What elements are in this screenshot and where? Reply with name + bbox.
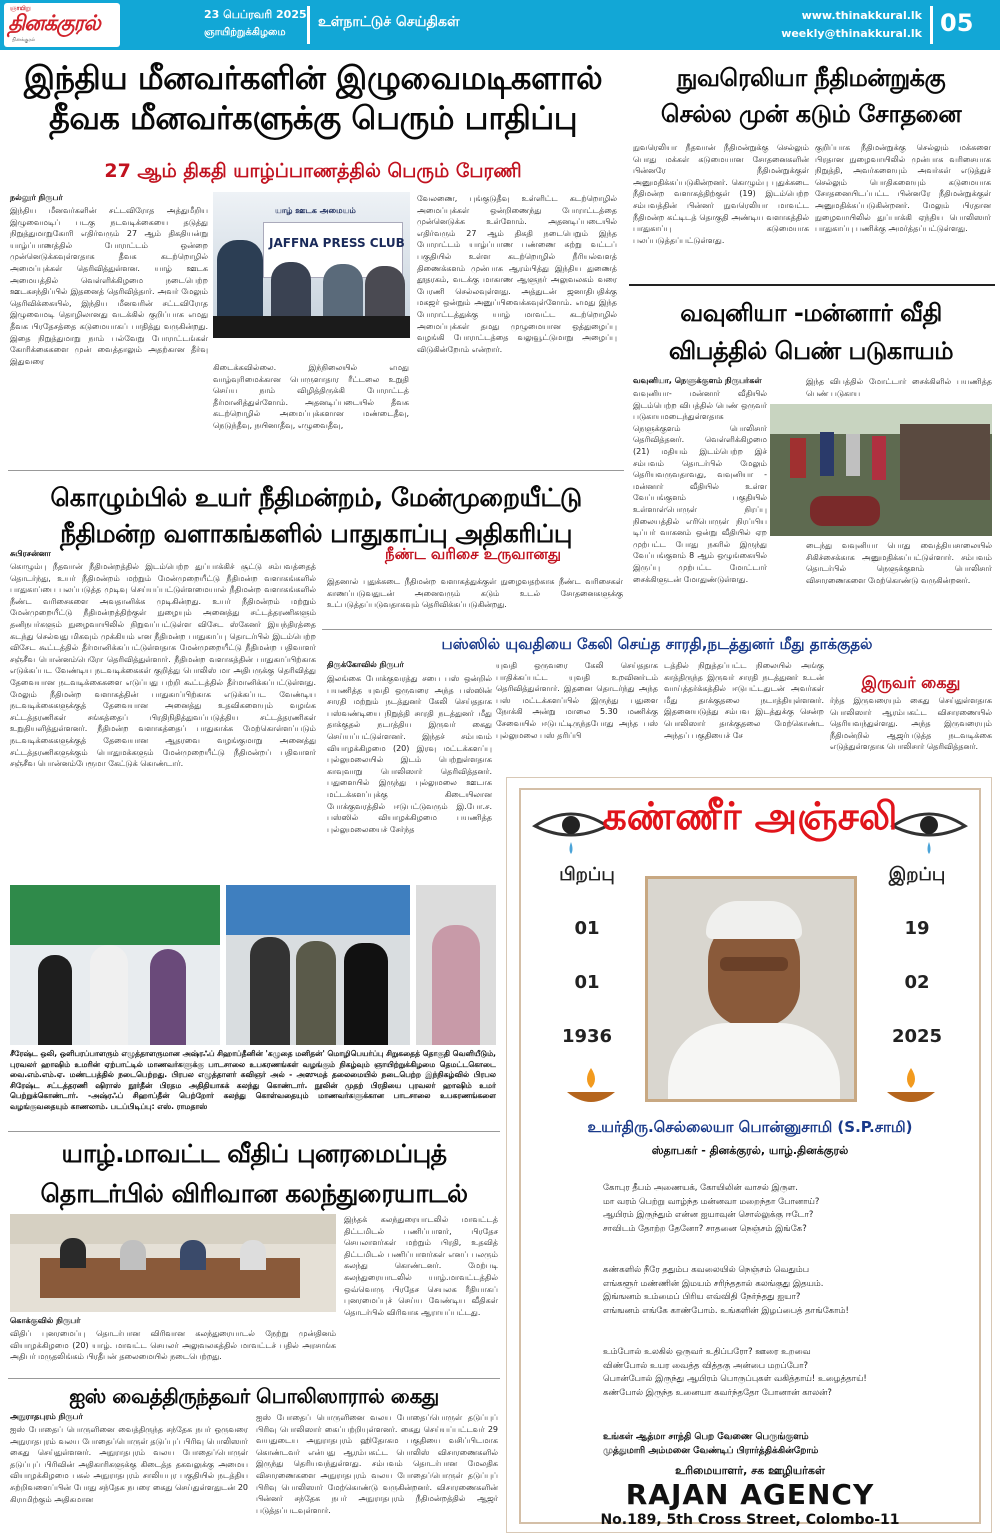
story2-col2: குறிப்பாக நீதிமன்றுக்கு செல்லும் மக்களை பிரதான நுழைவாயிலில் முன்பாக வரிசையாக நிறுத்தி, அவர்களையும் அவர்கள் எடுத்துச் செல்லும் பொதிகளையும் கடுமையாக சோதனையிடப்பட்ட பின்னரே நீதிமன்றுக்குள் அனுமதிக்கப்படுகின்றனர். மேலும் பிரதான நுழைவாயிலில் துப்பாக்கி ஏந்திய பொலிஸார் பாதுகாப்பு பணிக்கு அமர்த்தப்பட்டுள்ளது. [815, 143, 991, 234]
tribute-text [603, 1430, 963, 1458]
verse-3-line-2: விண்போல் உயர வைத்த வித்தகு அன்பை மறப்போ? [603, 1360, 809, 1371]
story1-col2: கிடைக்கவில்லை. இந்நிலையில் எமது வாழ்வுரிமைக்கான பொருளாதார ரீட்டலை உறுதி செய்ய நாம் விழித்திருக்கி போராட்டத் தீர்மானித்துள்ளோம். அதனடிப்படையில் தீவக கடற்றொழில் அமைப்புக்களான மண்டைதீவு, நெடுந்தீவு, நயினாதீவு, எழுவைதீவு, [213, 363, 409, 430]
verse-1-line-3: ஆயிரம் இருந்தும் என்ன ஐயாவுன் சொல்லுக்கு ஈடோ? [603, 1210, 814, 1220]
story5-col2: யுவதி ஒருவரை கேலி செய்ததாக பாதிக்கப்பட்ட யுவதி உறவினர்டம் தெரிவித்துள்ளார். இதனை தொடர்ந்து அந்த பஸ் மட்டக்களப்பில் இருந்து பதுளை நோக்கி அன்று மாலை 5.30 மணிக்கு சேவையில் ஈடுபட்டிருந்தபோது அந்த பஸ் புல்லுமலை பஸ் தரிப்பி [496, 661, 658, 740]
verse-2-line-4: எங்ஙனம் எங்கே காண்போம். உங்களின் இழப்பைத் தாங்கோம்! [603, 1305, 849, 1316]
story3-headline-line1: வவுனியா -மன்னார் வீதி [680, 299, 942, 327]
story1-col1: இந்திய மீனவர்களின் சட்டவிரோத அத்துமீறிய இழுவைமடிப் படகு நடவடிக்கையை தடுத்து நிறுத்துமாறுகோரி எதிர்வரும் 27 ஆம் திகதியன்று யாழ்ப்பாணத்தில் போராட்டம் ஒன்றை முன்னெடுக்கவுள்ளதாக தீவக கடற்றொழில் அமைப்புக்கள் தெரிவித்துள்ளன. யாழ் ஊடக அமையத்தில் வெள்ளிக்கிழமை நடைபெற்ற ஊடகசந்திப்பில் இதனைத் தெரிவித்தார். அவர் மேலும் தெரிவிக்கையில், இந்திய மீனவரின் சட்டவிரோத இழுவைமடி தொழிலானது வடக்கில் குறிப்பாக எமது தீவக பிரதேசத்தை கடுமையாகப் பாதித்து வருகின்றது. இதை நிறுத்துமாறு நாம் பல்வேறு போராட்டங்கள் கோரிக்கைகளை முன் வைத்தாலும் அதற்கான தீர்வு இதுவரை [10, 206, 208, 366]
story7-col2: ஐஸ் போதைப் பொருளினை வலய போதைப்பொருள் தடுப்புப் பிரிவு பொலிஸார் கைப்பற்றியுள்ளனர். கைது செய்யப்பட்டவர் 29 வயதுடைய அநுராதபுரம் ஹிதோகம பகுதியை வசிப்பிடமாக கொண்டவர் என்பது ஆரம்பகட்ட பொலிஸ் விசாரணைகளில் இருந்து தெரியவந்துள்ளது. சம்பவம் தொடர்பான மேலதிக விசாரணைகளை அநுராதபுரம் வலய போதைப்பொருள் தடுப்புப் பிரிவு பொலிஸார் மேற்கொண்டு வருகின்றனர். விசாரணைகளின் பின்னர் சந்தேக நபர் அநுராதபுரம் நீதிமன்றத்தில் ஆஜர் படுத்தப்படவுள்ளார். [256, 1413, 498, 1515]
story6-top-rule [8, 1131, 500, 1132]
deceased-role: ஸ்தாபகர் - தினக்குரல், யாழ்.தினக்குரல் [651, 1144, 849, 1157]
story6-col1: விதிப் புனரமைப்பு தொடர்பான விரிவான கலந்துரையாடல் நேற்று முன்தினம் வியாழக்கிழமை (20) யாழ். மாவட்ட செயலர் அலுவலகத்தில் மாவட்டச் பதில் அரசாங்க அதிபர் மருதலிங்கம் பிரதீபன் தலைமையில் நடைபெற்றது. [10, 1329, 336, 1362]
story6-headline-line2: தொடர்பில் விரிவான கலந்துரையாடல் [40, 1179, 468, 1208]
from-text: உரிமையாளர், சக ஊழியர்கள் [675, 1464, 825, 1477]
story2-headline-line1: நுவரெலியா நீதிமன்றுக்கு [676, 64, 946, 92]
story6-headline [8, 1134, 500, 1214]
press-club-sign-en: JAFFNA PRESS CLUB [269, 236, 405, 250]
deceased-name: உயர்திரு.செல்லையா பொன்னுசாமி (S.P.சாமி) [587, 1118, 913, 1136]
birth-day: 01 [574, 918, 600, 939]
logo-text: தினக்குரல் [8, 11, 100, 35]
press-club-sign: யாழ் ஊடக அமையம் [275, 206, 356, 215]
story2-headline [630, 60, 992, 132]
tribute-line-2: முத்துமாரி அம்மனை வேண்டிப் பிரார்த்திக்கின்றோம் [603, 1446, 819, 1456]
death-month: 02 [904, 972, 930, 993]
logo-small-text: ஞாயிறு [10, 5, 31, 12]
meeting-photo [10, 1214, 336, 1312]
story4-subhead: நீண்ட வரிசை உருவானது [385, 545, 561, 563]
story5-headline: பஸ்ஸில் யுவதியை கேலி செய்த சாரதி,நடத்துனர் மீது தாக்குதல் [441, 635, 873, 653]
tribute-line-1: உங்கள் ஆத்மா சாந்தி பெற வேணை பெருங்குளம் [603, 1432, 809, 1442]
logo-sub-text: தினக்குரல் [12, 37, 36, 43]
email-link[interactable]: weekly@thinakkural.lk [781, 27, 922, 40]
verse-1-line-1: கோபுர தீபம் அணையக், கோயிலின் வாசல் இருள. [603, 1183, 798, 1193]
story6-col2: இந்தக் கலந்துரையாடலில் மாவட்டத் திட்டமிடல் பணிப்பாளர், பிரதேச செயலாளர்கள் மற்றும் பிரதி, உதவித் திட்டமிடல் பணிப்பாளர்கள் எனப் பலரும் கலந்து கொண்டனர். மேற்படி கலந்துரையாடலில் யாழ்.மாவட்டத்தில் ஒவ்வொரு பிரதேச செயலக ரீதியாகப் புனரமைப்புச் செய்ய வேண்டிய வீதிகள் தொடர்பில் விரிவாக ஆராயப்பட்டது. [344, 1215, 498, 1317]
story5-byline: திருக்கோவில் நிருபர் [327, 660, 404, 669]
verse-2-line-3: இங்ஙனம் உம்மைப் பிரிய எவ்விதி நேர்ந்தது ஐயா? [603, 1292, 801, 1302]
obituary-advert [506, 777, 992, 1533]
story4-top-rule [8, 470, 624, 471]
photo-caption: சீரேஷ்ட ஒலி, ஒளிபரப்பாளரும் எழுத்தாளருமான அஷ்ரஃப் சிஹாப்தீனின் 'கழுதை மனிதன்' மொழிபெயர்ப்பு சிறுகதைத் தொகுதி வெளியீடும், புரவலர் ஹாஷிம் உமரின் ஏற்பாட்டில் மாணவர்களுக்கு பாடசாலை உபகரணங்கள் வழங்கும் நிகழ்வும் ஞாயிற்றுக்கிழமை தெமட்டகொடை வை.எம்.எம்.ஏ. மண்டபத்தில் நடைபெற்றது. பிரபல எழுத்தாளர் கவிஞர் அல் - அஸுமத் தலைமையில் நடைபெற்ற இந்நிகழ்வில் பிரபல சிரேஷ்ட சட்டத்தரணி ஷிராஸ் நூர்தீன் பிரதம அதிதியாகக் கலந்து கொண்டார். நூலின் முதற் பிரதியை புரவலர் ஹாஷிம் உமர் பெற்றுக்கொண்டார். -அஷ்ரஃப் சிஹாப்தீன் பெற்றோர் கலந்து கொள்வதையும் மாணவர்களுக்கான பாடசாலை உபகரணங்களை வழங்குவதையும் காணலாம். படப்பிடிப்பு: எஸ். ராமதாஸ் [10, 1049, 496, 1111]
story4-byline: சுபிரசன்னா [10, 549, 51, 558]
obituary-title: கண்ணீர் அஞ்சலி [602, 794, 898, 838]
story7-headline: ஐஸ் வைத்திருந்தவர் பொலிஸாரால் கைது [69, 1384, 439, 1408]
story7-byline: அநுராதபுரம் நிருபர் [10, 1412, 83, 1421]
section-title: உள்நாட்டுச் செய்திகள் [318, 14, 460, 30]
story1-headline-line2: தீவக மீனவர்களுக்கு பெரும் பாதிப்பு [48, 99, 578, 137]
story3-col2-bottom: டைந்து வவுனியா பொது வைத்தியசாலையில் சிகிச்சைக்காக அனுமதிக்கப்பட்டுள்ளார். சம்பவம் தொடர்பில் நெளுக்குளம் பொலிசார் விசாரணைகளை மேற்கொண்டு வருகின்றனர். [806, 541, 992, 585]
header-divider [307, 6, 310, 44]
verse-1-line-4: சாவிடம் தோற்ற தேனோ? சாதனை நெஞ்சம் இங்கே? [603, 1223, 807, 1234]
verse-2 [603, 1264, 963, 1318]
story3-top-rule [629, 284, 995, 286]
book-launch-photo-3 [416, 885, 496, 1045]
portrait-photo [645, 876, 857, 1102]
verse-2-line-2: எங்களூர் மண்ணின் இமயம் சரிந்ததால் கலங்குது இதயம். [603, 1278, 824, 1289]
birth-year: 1936 [561, 1026, 613, 1047]
death-year: 2025 [891, 1026, 943, 1047]
story3-col2-top: இந்த விபத்தில் மோட்டார் சைக்கிளில் பயணித்த பெண் படுகாய [806, 377, 992, 398]
story7-col1: ஐஸ் போதைப் பொருளினை வைத்திருந்த சந்தேக நபர் ஒருவரை அநுராதபுரம் வலய போதைப்பொருள் தடுப்புப் பிரிவு பொலிஸார் கைது செய்துள்ளனர். அநுராதபுரம் வலய போதைப்பொருள் தடுப்புப் பிரிவின் அதிகாரிகளுக்கு கிடைத்த தகவலுக்கு அமைய வியாழக்கிழமை பகல் அநுராதபுரம் சாலியபுர பகுதியில் நடத்திய சுற்றிவளைப்பின் போது சந்தேக நபரை கைது செய்துள்ளதுடன் 20 கிராமிற்கும் அதிகமான [10, 1425, 248, 1504]
company-name: RAJAN AGENCY [625, 1478, 875, 1511]
story5-top-rule [322, 629, 992, 630]
story5-subhead: இருவர் கைது [861, 673, 961, 692]
verse-1-line-2: மா வரம் பெற்று வாழ்ந்த மன்னவா மறைந்தா போனாய்? [603, 1196, 820, 1207]
story5-col1: இலங்கை போக்குவரத்து சபை பஸ் ஒன்றில் பயணித்த யுவதி ஒருவரை அந்த பஸ்ஸின் சாரதி மற்றும் நடத்துனர் கேலி செய்ததாக பஸ்வண்டியை நிறுத்தி சாரதி நடத்துனர் மீது தாக்குதல் நடாத்திய இருவர் கைது செய்யப்பட்டுள்ளனர். இந்தச் சம்பவம் வியாழக்கிழமை (20) இரவு மட்டக்களப்பு புல்லுமலையில் இடம் பெற்றுள்ளதாக காவுவாறு பொலிஸார் தெரிவித்தனர். பதுளையில் இருந்து புல்லுமலை ஊடாக மட்டக்களப்புக்கு கிடையிலான போக்குவரத்தில் ஈடுபட்டுவரும் இ.போ.ச. பஸ்ஸில் வியாழக்கிழமை பயணித்த புல்லுமலையைச் சேர்ந்த [327, 674, 492, 834]
accident-scene-photo [770, 404, 992, 536]
birth-label: பிறப்பு [559, 864, 615, 885]
book-launch-photo-2 [226, 885, 410, 1045]
company-address: No.189, 5th Cross Street, Colombo-11 [600, 1512, 900, 1528]
verse-3 [603, 1346, 963, 1400]
verse-3-line-3: பொன்போல் இருந்து ஆயிரம் பொருப்புகள் வகித்தாய்! உழைத்தாய்! [603, 1374, 867, 1384]
story5-col3: டத்தில் நிறுத்தப்பட்ட நிலையில் அங்கு காத்திருந்த இருவர் சாரதி நடத்துனர் உடன் வாய்த்தர்க்கத்தில் ஈடுபட்டதுடன் அவர்கள் மீது தாக்குதலை நடாத்தியுள்ளனர். இதனையடுத்து சம்பவ இடத்துக்கு சென்ற பொலிஸார் தாக்குதலை மேற்கொண்ட அந்தப் பகுதியைச் சே [664, 661, 824, 740]
verse-1 [603, 1182, 963, 1236]
story4-col1: கொழும்பு நீதவான் நீதிமன்றத்தில் இடம்பெற்ற துப்பாக்கிச் சூட்டு சம்பவத்தைத் தொடர்ந்து, உயர் நீதிமன்றம் மற்றும் மேன்முறையீட்டு நீதிமன்ற வளாகங்களில் பாதுகாப்பை பலப்படுத்த முடிவு செய்யப்பட்டுள்ளமையால் நீதிமன்ற வளாகங்களில் நீண்ட வரிசைகளை அவதானிக்க முடிகின்றது. உயர் நீதிமன்றம் மற்றும் மேன்முறையீட்டு நீதிமன்றத்திற்குள் நுழையும் அனைத்து சட்டத்தரணிகளும் தனிநபர்களும் நுழைவாயிலில் நிறுவப்பட்டுள்ள விசேட ஸ்கேனர் இயந்திரத்தை கடந்து செல்வது மிகவும் முக்கியம் என நீதிமன்ற பாதுகாப்பு தொடர்பில் இடம்பெற்ற விசேட கூட்டத்தில் தீர்மானிக்கப்பட்டுள்ளதாக மேன்முறையீட்டு நீதிமன்ற பதிவாளர் சஞ்சீவ பொன்னம்பெரோ தெரிவித்துள்ளார். நீதிமன்ற வளாகத்தின் பாதுகாப்பிற்காக எடுக்கப்பட வேண்டிய நடவடிக்கைகள் குறித்து பொலிஸ் மா அதிபருக்கு தெரிவித்து தேவையான நடவடிக்கைகளை எடுப்பது பற்றி கூட்டத்தில் தீர்மானிக்கப்பட்டுள்ளது. மேலும் நீதிமன்ற வளாகத்தின் பாதுகாப்பிற்காக எடுக்கப்பட வேண்டிய நடவடிக்கைகளுக்குத் தேவையான அனைத்து உதவிகளையும் வழங்க சட்டத்தரணிகள் சங்கத்தைப் பிரதிநிதித்துவப்படுத்திய சட்டத்தரணிகள் உறுதியளித்துள்ளனர். நீதிமன்ற வளாகத்தைப் பாதுகாக்க மேற்கொள்ளப்படும் நடவடிக்கைகளுக்குத் தேவையான ஆதரவை வழங்குமாறு அனைத்து சட்டத்தரணிகளுக்கும் பொதுமக்களும் மேன்முறையீட்டு நீதிமன்றப் பதிவாளர் சஞ்சீவ பொன்னம்பேரூமா கேட்டுக் கொண்டார். [10, 562, 316, 769]
story3-byline: வவுனியா, நெளுக்குளம் நிருபர்கள் [633, 376, 762, 385]
oil-lamp-icon-right [883, 1066, 939, 1110]
birth-month: 01 [574, 972, 600, 993]
story2-headline-line2: செல்ல முன் கடும் சோதனை [660, 100, 962, 128]
death-day: 19 [904, 918, 930, 939]
issue-day: ஞாயிற்றுக்கிழமை [204, 27, 286, 38]
verse-3-line-1: உம்போல் உலகில் ஒருவர் உதிப்பரோ? ஊரை உறவை [603, 1347, 811, 1357]
story5-col4: ர்ந்த இருவரையும் கைது செய்துள்ளதாக பொலிஸார் ஆரம்பகட்ட விசாரணையில் தெரியவந்துள்ளது. அந்த இருவரையும் நீதிமன்றில் ஆஜர்படுத்த நடவடிக்கை எடுத்துள்ளதாக பொலிசார் தெரிவித்தனர். [830, 696, 992, 752]
story4-headline-line1: கொழும்பில் உயர் நீதிமன்றம், மேன்முறையீட்டு [50, 483, 582, 512]
story3-col1: வவுனியா- மன்னார் வீதியில் இடம்பெற்ற விபத்தில் பெண் ஒருவர் படுகாயமடைந்துள்ளதாக நெளுக்குளம் பொலிசார் தெரிவித்தனர். வெள்ளிக்கிழமை (21) மதியம் இடம்பெற்ற இச் சம்பவம் தொடர்பில் மேலும் தெரியவருவதாவது, வவுனியா - மன்னார் வீதியில் உள்ள வேப்பங்குளம் பகுதியில் உள்ளாள்பொருள் நிரப்பு நிலையத்தில் எரிபொருள் நிரப்பிய டிப்பர் வாகனம் ஒன்று வீதியில் ஏற முற்பட்ட போது நகரில் இருந்து வேப்பங்குளம் 8 ஆம் ஒழுங்கையில் இருப்பு முற்பட்ட மோட்டார் சைக்கிளுடன் மோதுண்டுள்ளது. [633, 389, 767, 584]
page-divider [930, 6, 933, 44]
oil-lamp-icon-left [563, 1066, 619, 1110]
verse-2-line-1: கண்களில் நீரே ததும்ப கவலையில் நெஞ்சம் வெதும்ப [603, 1265, 810, 1275]
website-link[interactable]: www.thinakkural.lk [801, 9, 922, 22]
story4-col2: இதனால் புதுக்கடை நீதிமன்ற வளாகத்துக்குள் நுழைவதற்காக நீண்ட வரிசைகள் காணப்படுவதுடன் அனைவரும் கடும் உடல் சோதனைகளுக்கு உட்படுத்தப்படுவதாகவும் தெரிவிக்கப்படுகின்றது. [327, 577, 623, 610]
story1-subhead: 27 ஆம் திகதி யாழ்ப்பாணத்தில் பெரும் பேரணி [104, 160, 522, 182]
issue-date: 23 பெப்ரவரி 2025 [204, 8, 307, 21]
newspaper-logo [4, 3, 120, 47]
story3-headline [630, 294, 992, 370]
masthead [0, 0, 1000, 50]
story1-headline [8, 58, 618, 138]
story6-byline: கொக்குவில் நிருபர் [10, 1316, 81, 1325]
story2-col1: நுவரெலியா நீதவான் நீதிமன்றுக்கு செல்லும் பொது மக்கள் கடுமையான சோதனைகளின் பின்னரே நீதிமன்றுக்குள் அனுமதிக்கப்படுகின்றனர். கொழும்பு புதுக்கடை நீதிமன்ற வளாகத்திற்குள் (19) இடம்பெற்ற சம்பவத்தின் பின்னர் நுவரெலியா மாவட்ட நீதிமன்ற கட்டிடத் தொகுதி அண்டிய வளாகத்தில் பாதுகாப்பு கடுமையாக பலப்படுத்தப்பட்டுள்ளது. [633, 143, 809, 245]
story1-headline-line1: இந்திய மீனவர்களின் இழுவைமடிகளால் [23, 59, 603, 97]
story1-byline: நல்லூர் நிருபர் [10, 193, 63, 202]
story3-headline-line2: விபத்தில் பெண் படுகாயம் [668, 337, 954, 365]
story4-headline-line2: நீதிமன்ற வளாகங்களில் பாதுகாப்பு அதிகரிப்பு [60, 519, 572, 548]
death-label: இறப்பு [888, 864, 946, 885]
story1-col3: வேலணை, புங்குடுதீவு உள்ளிட்ட கடற்றொழில் அமைப்புக்கள் ஒன்றிணைந்து போராட்டத்தை முன்னெடுக்க உள்ளோம். அதனடிப்படையில் எதிர்வரும் 27 ஆம் திகதி நடைபெறும் இந்த போராட்டம் யாழ்ப்பாண பண்ணை சுற்று வட்டப் பகுதியில் உள்ள கடற்றொழில் நீரியல்வளத் திணைக்களம் முன்பாக ஆரம்பித்து இந்திய துணைத் தூதரகம், வடக்கு மாகாண ஆளுநர் அலுவலகம் வரை பேரணி செல்லவுள்ளது. அத்துடன் ஜனாதிபதிக்கு மகஜர் ஒன்றும் அனுப்பிவைக்கவுள்ளோம். எமது இந்த போராட்டத்துக்கு யாழ் மாவட்ட கடற்றொழில் அமைப்புக்கள் தமது முழுமையான ஒத்துழைப்பு வழங்கி போராட்டத்தை வலுவூட்டுமாறு அழைப்பு விடுகின்றோம் என்றார். [417, 194, 617, 354]
book-launch-photo-1 [10, 885, 220, 1045]
verse-3-line-4: கண்போல் இருந்த உனையா கவர்ந்ததோ போனான் காலன்? [603, 1387, 832, 1398]
page-number: 05 [940, 9, 974, 37]
story7-top-rule [8, 1378, 500, 1379]
story4-headline [8, 480, 624, 552]
story6-headline-line1: யாழ்.மாவட்ட வீதிப் புனரமைப்புத் [61, 1139, 447, 1168]
